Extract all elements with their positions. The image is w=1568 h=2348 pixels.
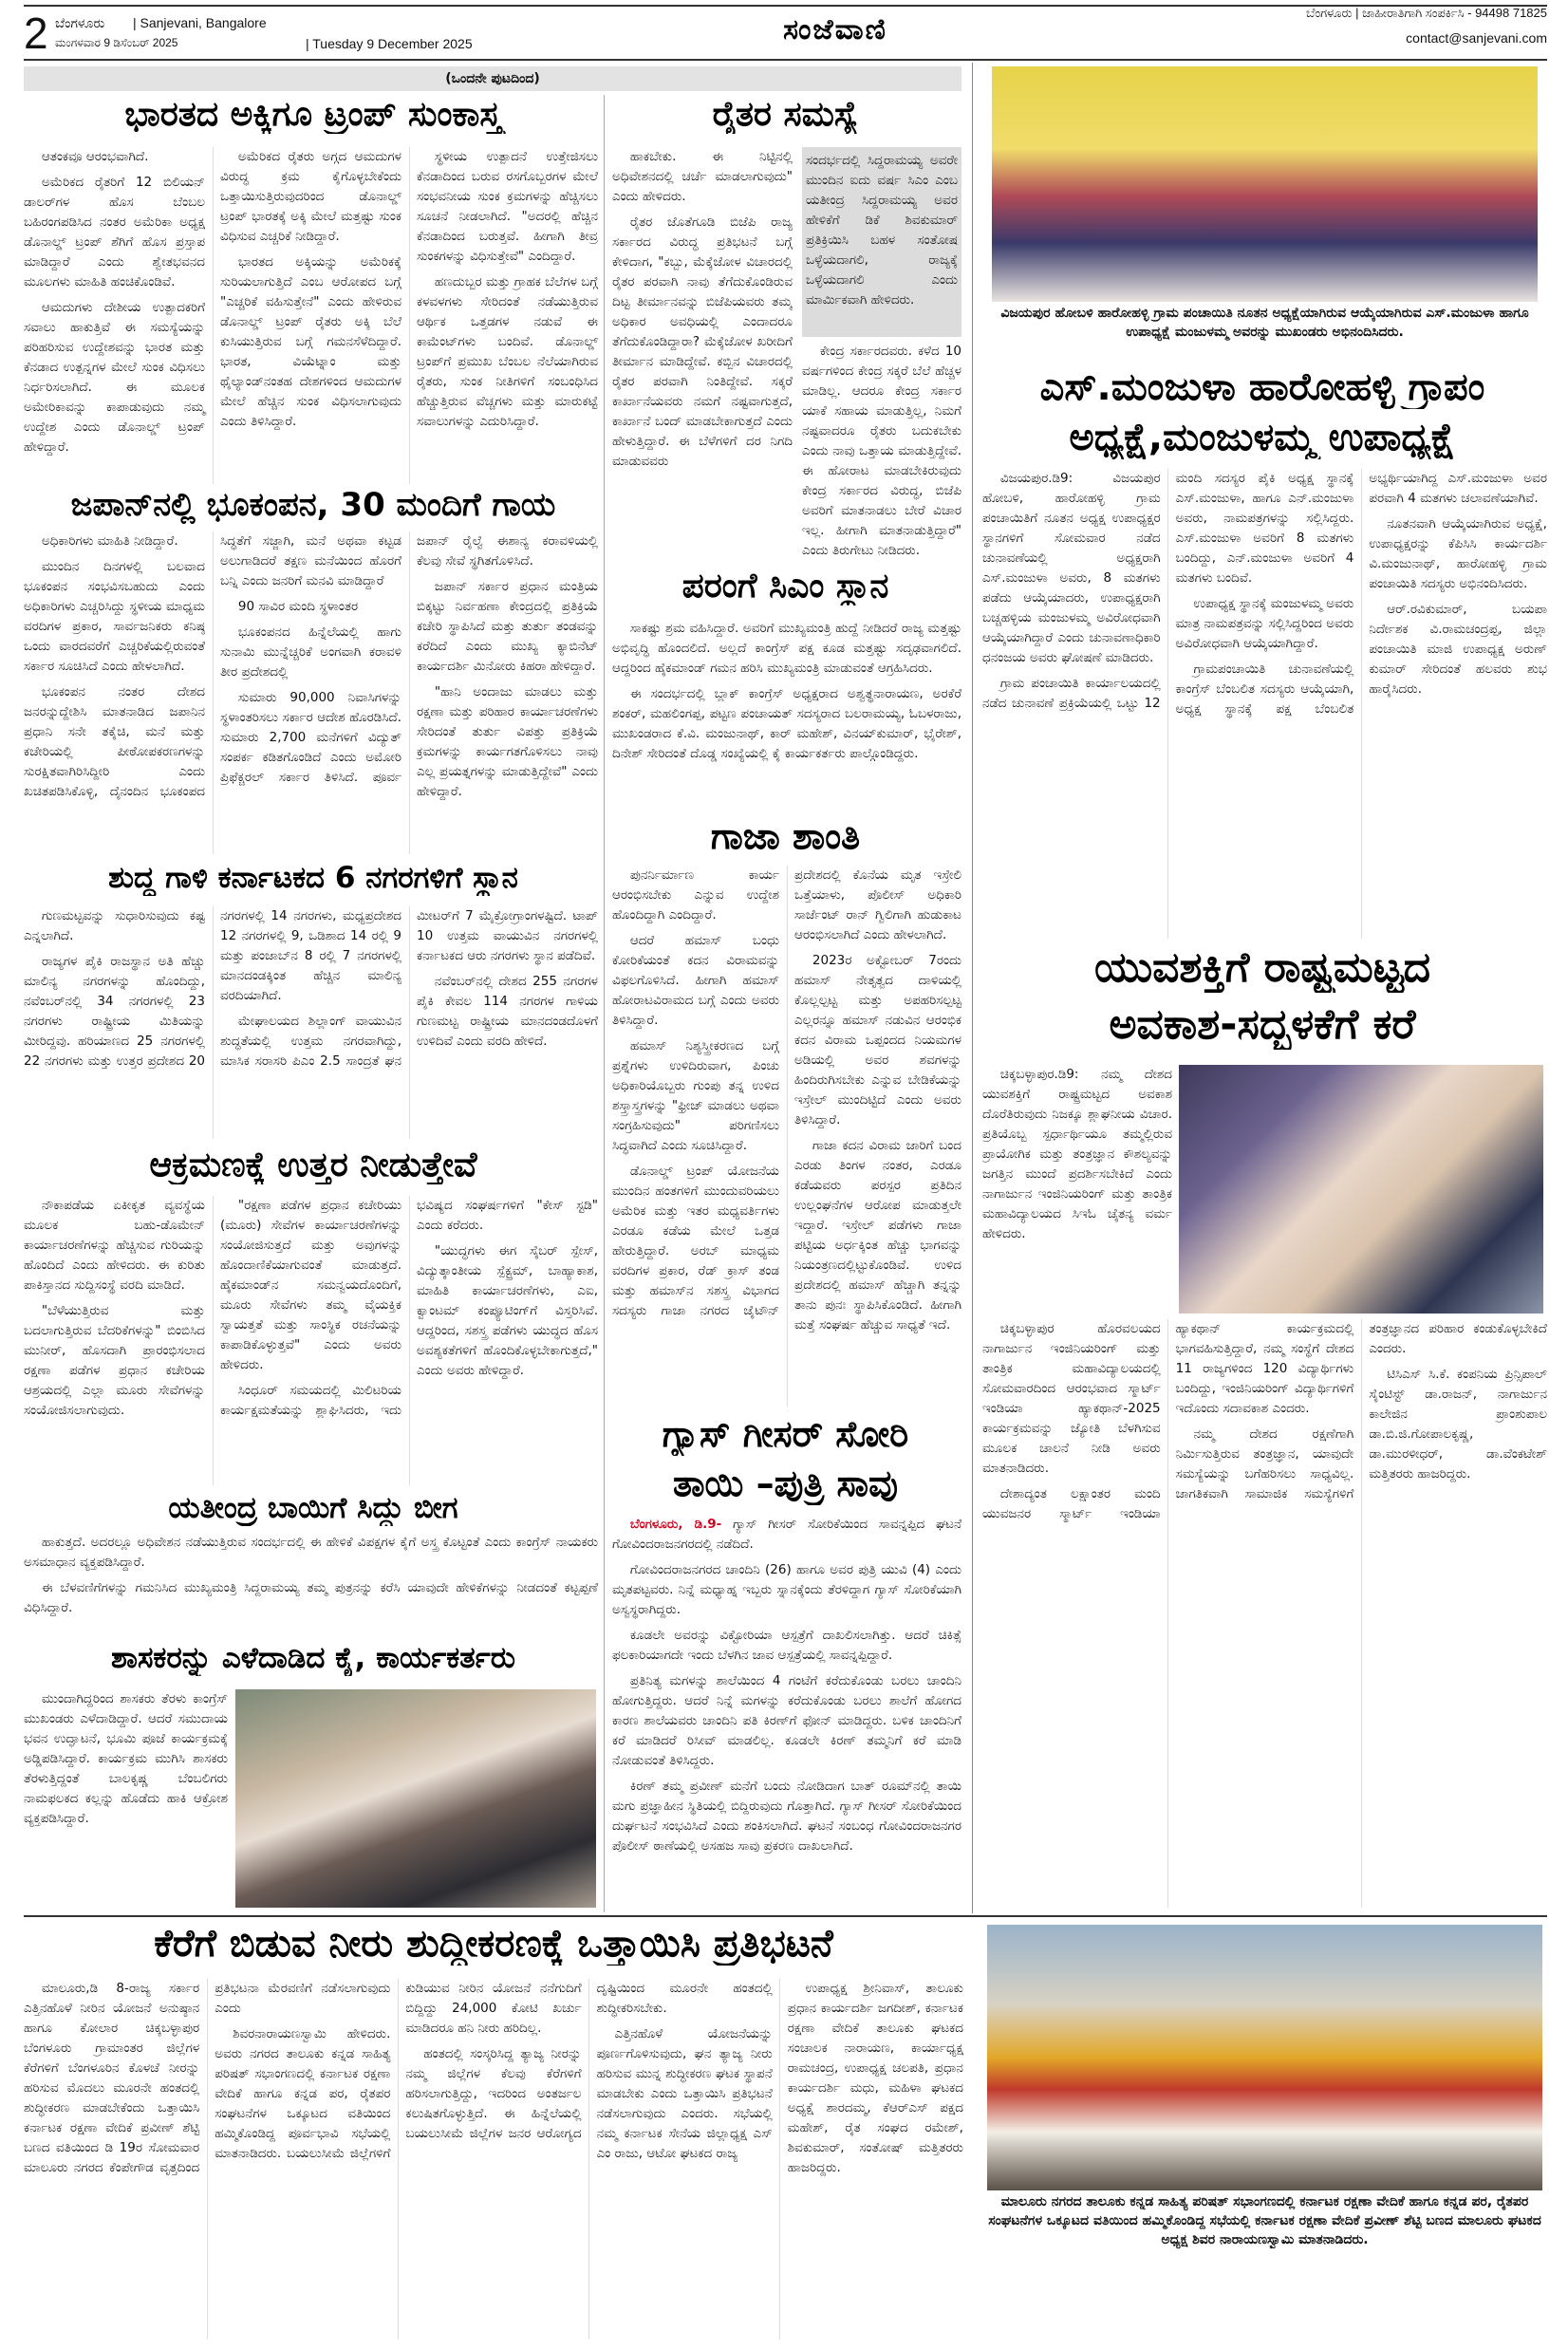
article-farmers-continued <box>802 342 961 560</box>
paragraph: ಕೂಡಲೇ ಅವರನ್ನು ವಿಕ್ಟೋರಿಯಾ ಆಸ್ಪತ್ರೆಗೆ ದಾಖಲಿಸಲಾಗಿತ್ತು. ಆದರೆ ಚಿಕಿತ್ಸೆ ಫಲಕಾರಿಯಾಗದೇ ಇಂದು ಬೆಳಗಿನ ಜಾವ ಆಸ್ಪತ್ರೆಯಲ್ಲಿ ಸಾವನ್ನಪ್ಪಿದ್ದಾರೆ. <box>612 1628 961 1663</box>
paragraph: ಚಿಕ್ಕಬಳ್ಳಾಪುರ ಹೊರವಲಯದ ನಾಗಾರ್ಜುನ ಇಂಜಿನಿಯರಿಂಗ್ ಮತ್ತು ತಾಂತ್ರಿಕ ಮಹಾವಿದ್ಯಾಲಯದಲ್ಲಿ ಸೋಮವಾರದಿಂದ ಆರಂಭವಾದ ಸ್ಮಾರ್ಟ್ ಇಂಡಿಯಾ ಹ್ಯಾಕಥಾನ್-2025 ಕಾರ್ಯಕ್ರಮವನ್ನು ಜ್ಯೋತಿ ಬೆಳಗಿಸುವ ಮೂಲಕ ಚಾಲನೆ ನೀಡಿ ಅವರು ಮಾತನಾಡಿದರು. <box>982 1321 1161 1476</box>
paragraph: ಪ್ರತಿನಿತ್ಯ ಮಗಳನ್ನು ಶಾಲೆಯಿಂದ 4 ಗಂಟೆಗೆ ಕರೆದುಕೊಂಡು ಬರಲು ಚಾಂದಿನಿ ಹೋಗುತ್ತಿದ್ದರು. ಆದರೆ ನಿನ್ನೆ ಮಗಳನ್ನು ಕರೆದುಕೊಂಡು ಬರಲು ಶಾಲೆಗೆ ಹೋಗದ ಕಾರಣ ಶಾಲೆಯವರು ಚಾಂದಿನಿ ಪತಿ ಕಿರಣ್‌ಗೆ ಫೋನ್ ಮಾಡಿದ್ದರು. ಬಳಿಕ ಚಾಂದಿನಿಗೆ ಕರೆ ಮಾಡಿದರೆ ರಿಸೀವ್ ಮಾಡಲಿಲ್ಲ. ಕೂಡಲೇ ಕಿರಣ್ ತಮ್ಮನಿಗೆ ಕರೆ ಮಾಡಿ ನೋಡುವಂತೆ ತಿಳಿಸಿದ್ದರು. <box>612 1673 961 1768</box>
paragraph: ಆದರೆ ಹಮಾಸ್ ಬಂಧು ಕೋರಿಕೆಯಂತೆ ಕದನ ವಿರಾಮವನ್ನು ವಿಫಲಗೊಳಿಸಿದೆ. ಹೀಗಾಗಿ ಹಮಾಸ್ ಹೋರಾಟವಿರಾಮದ ಬಗ್ಗೆ ಎಂದು ಅವರು ತಿಳಿಸಿದ್ದಾರೆ. <box>612 933 779 1028</box>
logo-text: ಸಂಜೆವಾಣಿ <box>783 13 887 47</box>
headline-gas-geyser-2: ತಾಯಿ –ಪುತ್ರಿ ಸಾವು <box>672 1463 899 1504</box>
headline-rice-tariff: ಭಾರತದ ಅಕ್ಕಿಗೂ ಟ್ರಂಪ್ ಸುಂಕಾಸ್ತ್ರ <box>124 95 502 134</box>
paragraph: "ಹಾನಿ ಅಂದಾಜು ಮಾಡಲು ಮತ್ತು ರಕ್ಷಣಾ ಮತ್ತು ಪರಿಹಾರ ಕಾರ್ಯಾಚರಣೆಗಳು ಸೇರಿದಂತೆ ತುರ್ತು ವಿಪತ್ತು ಪ್ರತಿಕ್ರಿಯೆ ಕ್ರಮಗಳನ್ನು ಕಾರ್ಯಗತಗೊಳಿಸಲು ನಾವು ಎಲ್ಲ ಪ್ರಯತ್ನಗಳನ್ನು ಮಾಡುತ್ತಿದ್ದೇವೆ" ಎಂದು ಹೇಳಿದ್ದಾರೆ. <box>417 684 598 799</box>
article-gaza <box>612 866 961 1407</box>
caption-lake-meeting: ಮಾಲೂರು ನಗರದ ತಾಲೂಕು ಕನ್ನಡ ಸಾಹಿತ್ಯ ಪರಿಷತ್ ಸಭಾಂಗಣದಲ್ಲಿ ಕರ್ನಾಟಕ ರಕ್ಷಣಾ ವೇದಿಕೆ ಹಾಗೂ ಕನ್ನಡ ಪರ, ರೈತಪರ ಸಂಘಟನೆಗಳ ಒಕ್ಕೂಟದ ವತಿಯಿಂದ ಹಮ್ಮಿಕೊಂಡಿದ್ದ ಸಭೆಯಲ್ಲಿ ಕರ್ನಾಟಕ ರಕ್ಷಣಾ ವೇದಿಕೆ ಪ್ರವೀಣ್ ಶೆಟ್ಟಿ ಬಣದ ಮಾಲೂರು ಘಟಕದ ಅಧ್ಯಕ್ಷ ಶಿವರ ನಾರಾಯಣಸ್ವಾಮಿ ಮಾತನಾಡಿದರು. <box>988 2194 1541 2247</box>
column-divider <box>972 63 973 1913</box>
paragraph: ಭೂಕಂಪನದ ಹಿನ್ನೆಲೆಯಲ್ಲಿ ಹಾಗು ಸುನಾಮಿ ಮುನ್ನೆಚ್ಚರಿಕೆ ಅಂಗವಾಗಿ ಕರಾವಳಿ ತೀರ ಪ್ರದೇಶದಲ್ಲಿ <box>220 624 401 680</box>
paragraph: ಆಮದುಗಳು ದೇಶೀಯ ಉತ್ಪಾದಕರಿಗೆ ಸವಾಲು ಹಾಕುತ್ತಿವೆ ಈ ಸಮಸ್ಯೆಯನ್ನು ಪರಿಹರಿಸುವ ಉದ್ದೇಶವನ್ನು ಭಾರತ ಮತ್ತು ಕೆನಡಾದ ಉತ್ಪನ್ನಗಳ ಮೇಲೆ ಸುಂಕ ವಿಧಿಸಲು ನಿರ್ಧರಿಸಲಾಗಿದೆ. ಈ ಮೂಲಕ ಅಮೇರಿಕಾವನ್ನು ಕಾಪಾಡುವುದು ನಮ್ಮ ಉದ್ದೇಶ ಎಂದು ಡೊನಾಲ್ಡ್ ಟ್ರಂಪ್ ಹೇಳಿದ್ದಾರೆ. <box>24 300 205 455</box>
paragraph: ಕೇಂದ್ರ ಸರ್ಕಾರದವರು. ಕಳೆದ 10 ವರ್ಷಗಳಿಂದ ಕೇಂದ್ರ ಸಕ್ಕರೆ ಬೆಲೆ ಹೆಚ್ಚಳ ಮಾಡಿಲ್ಲ. ಆದರೂ ಕೇಂದ್ರ ಸರ್ಕಾರ ಯಾಕೆ ಸಹಾಯ ಮಾಡುತ್ತಿಲ್ಲ, ನಿಮಗೆ ನಷ್ಟವಾದರೂ ರೈತರು ಬದುಕಬೇಕು ಎಂದು ನಾವು ಒತ್ತಾಯ ಮಾಡುತ್ತಿದ್ದೇವೆ. ಈ ಹೋರಾಟ ಮಾಡಬೇಕಿರುವುದು ಕೇಂದ್ರ ಸರ್ಕಾರದ ವಿರುದ್ಧ, ಬಿಜೆಪಿ ಅವರಿಗೆ ಮಾತನಾಡಲು ಬೇರೆ ವಿಚಾರ ಇಲ್ಲ. ಹೀಗಾಗಿ ಮಾತನಾಡುತ್ತಿದ್ದಾರೆ" ಎಂದು ತಿರುಗೇಟು ನೀಡಿದರು. <box>802 344 961 558</box>
masthead-city: ಬೆಂಗಳೂರು <box>55 15 105 30</box>
photo-mla-crowd <box>235 1689 596 1908</box>
photo-hackathon-inauguration <box>1179 1065 1543 1314</box>
paragraph: ಅಧಿಕಾರಿಗಳು ಮಾಹಿತಿ ನೀಡಿದ್ದಾರೆ. <box>41 533 178 549</box>
paragraph: ಉಪಾಧ್ಯಕ್ಷ ಸ್ಥಾನಕ್ಕೆ ಮಂಜುಳಮ್ಮ ಅವರು ಮಾತ್ರ ನಾಮಪತ್ರವನ್ನು ಸಲ್ಲಿಸಿದ್ದರಿಂದ ಅವರು ಅವಿರೋಧವಾಗಿ ಆಯ್ಕೆಯಾಗಿದ್ದಾರೆ. <box>1175 596 1354 651</box>
column-divider <box>604 95 605 1912</box>
paragraph: ನೂತನವಾಗಿ ಆಯ್ಕೆಯಾಗಿರುವ ಅಧ್ಯಕ್ಷೆ, ಉಪಾಧ್ಯಕ್ಷರನ್ನು ಕೆಪಿಸಿಸಿ ಕಾರ್ಯದರ್ಶಿ ವಿ.ಮಂಜುನಾಥ್, ಹಾರೋಹಳ್ಳಿ ಗ್ರಾಮ ಪಂಚಾಯಿತಿ ಸದಸ್ಯರು ಅಭಿನಂದಿಸಿದರು. <box>1369 516 1547 591</box>
masthead-rule <box>24 59 1547 61</box>
paragraph: ಮಾಲೂರು,ಡಿ 8-ರಾಜ್ಯ ಸರ್ಕಾರ ಎತ್ತಿನಹೊಳೆ ನೀರಿನ ಯೋಜನೆ ಅನುಷ್ಠಾನ ಹಾಗೂ ಕೋಲಾರ ಚಿಕ್ಕಬಳ್ಳಾಪುರ ಬೆಂಗಳೂರು ಗ್ರಾಮಾಂತರ ಜಿಲ್ಲೆಗಳ ಕೆರೆಗಳಿಗೆ ಬೆಂಗಳೂರಿನ ಕೊಳಚೆ ನೀರನ್ನು ಹರಿಸುವ ಮೊದಲು ಮೂರನೇ ಹಂತದಲ್ಲಿ ಶುದ್ಧೀಕರಣ ಮಾಡಬೇಕೆಂದು ಒತ್ತಾಯಿಸಿ ಕರ್ನಾಟಕ ರಕ್ಷಣಾ ವೇದಿಕೆ ಪ್ರವೀಣ್ ಶೆಟ್ಟಿ ಬಣದ ವತಿಯಿಂದ ಡಿ 19ರ ಸೋಮವಾರ ಮಾಲೂರು ನಗರದ ಕೆಂಪೇಗೌಡ ವೃತ್ತದಿಂದ ಪ್ರತಿಭಟನಾ ಮೆರವಣಿಗೆ ನಡೆಸಲಾಗುವುದು ಎಂದು <box>24 1981 391 2175</box>
article-mla-pulled <box>24 1689 228 1908</box>
paragraph: ರಾಜ್ಯಗಳ ಪೈಕಿ ರಾಜಸ್ಥಾನ ಅತಿ ಹೆಚ್ಚು ಮಾಲಿನ್ಯ ನಗರಗಳನ್ನು ಹೊಂದಿದ್ದು, ನವೆಂಬರ್‌ನಲ್ಲಿ 34 ನಗರಗಳಲ್ಲಿ 23 ನಗರಗಳು ರಾಷ್ಟ್ರೀಯ ಮಿತಿಯನ್ನು ಮೀರಿದ್ದವು. ಹರಿಯಾಣದ 25 ನಗರಗಳಲ್ಲಿ 22 ನಗರಗಳು ಮತ್ತು ಉತ್ತರ ಪ್ರದೇಶದ 20 ನಗರಗಳಲ್ಲಿ 14 ನಗರಗಳು, ಮಧ್ಯಪ್ರದೇಶದ 12 ನಗರಗಳಲ್ಲಿ 9, ಒಡಿಶಾದ 14 ರಲ್ಲಿ 9 ಮತ್ತು ಪಂಜಾಬ್‌ನ 8 ರಲ್ಲಿ 7 ನಗರಗಳಲ್ಲಿ ಮಾನದಂಡಕ್ಕಿಂತ ಹೆಚ್ಚಿನ ಮಾಲಿನ್ಯ ವರದಿಯಾಗಿದೆ. <box>24 908 401 1069</box>
paragraph: 90 ಸಾವಿರ ಮಂದಿ ಸ್ಥಳಾಂತರ <box>237 599 359 614</box>
paragraph: ಡೊನಾಲ್ಡ್ ಟ್ರಂಪ್ ಯೋಜನೆಯ ಮುಂದಿನ ಹಂತಗಳಿಗೆ ಮುಂದುವರಿಯಲು ಅಮೆರಿಕ ಮತ್ತು ಇತರ ಮಧ್ಯವರ್ತಿಗಳು ಎರಡೂ ಕಡೆಯ ಮೇಲೆ ಒತ್ತಡ ಹೇರುತ್ತಿದ್ದಾರೆ. ಅರಬ್ ಮಾಧ್ಯಮ ವರದಿಗಳ ಪ್ರಕಾರ, ರೆಡ್ ಕ್ರಾಸ್ ತಂಡ ಮತ್ತು ಹಮಾಸ್‌ನ ಸಶಸ್ತ್ರ ವಿಭಾಗದ ಸದಸ್ಯರು ಗಾಜಾ ನಗರದ ಜೈಟೌನ್ ಪ್ರದೇಶದಲ್ಲಿ ಕೊನೆಯ ಮೃತ ಇಸ್ರೇಲಿ ಒತ್ತೆಯಾಳು, ಪೊಲೀಸ್ ಅಧಿಕಾರಿ ಸಾರ್ಜೆಂಟ್ ರಾನ್ ಗ್ವಿಲಿಗಾಗಿ ಹುಡುಕಾಟ ಆರಂಭಿಸಲಾಗಿದೆ ಎಂದು ಹೇಳಲಾಗಿದೆ. <box>612 867 961 1318</box>
paragraph: ಸುಮಾರು 90,000 ನಿವಾಸಿಗಳನ್ನು ಸ್ಥಳಾಂತರಿಸಲು ಸರ್ಕಾರ ಆದೇಶ ಹೊರಡಿಸಿದೆ. ಸುಮಾರು 2,700 ಮನೆಗಳಿಗೆ ವಿದ್ಯುತ್ ಸಂಪರ್ಕ ಕಡಿತಗೊಂಡಿದೆ ಎಂದು ಅಮೋರಿ ಪ್ರಿಫೆಕ್ಚರಲ್ ಸರ್ಕಾರ ತಿಳಿಸಿದೆ. ಪೂರ್ವ ಜಪಾನ್ ರೈಲ್ವೆ ಈಶಾನ್ಯ ಕರಾವಳಿಯಲ್ಲಿ ಕೆಲವು ಸೇವೆ ಸ್ಥಗಿತಗೊಳಿಸಿದೆ. <box>220 533 598 785</box>
paragraph: ಗ್ರಾಮ ಪಂಚಾಯಿತಿ ಕಾರ್ಯಾಲಯದಲ್ಲಿ ನಡೆದ ಚುನಾವಣೆ ಪ್ರಕ್ರಿಯೆಯಲ್ಲಿ ಒಟ್ಟು 12 ಮಂದಿ ಸದಸ್ಯರ ಪೈಕಿ ಅಧ್ಯಕ್ಷ ಸ್ಥಾನಕ್ಕೆ ಎಸ್.ಮಂಜುಳಾ, ಹಾಗೂ ಎನ್.ಮಂಜುಳಾ ಅವರು, ನಾಮಪತ್ರಗಳನ್ನು ಸಲ್ಲಿಸಿದ್ದರು. ಎಸ್.ಮಂಜುಳಾ ಅವರಿಗೆ 8 ಮತಗಳು ಬಂದಿದ್ದು, ಎನ್.ಮಂಜುಳಾ ಅವರಿಗೆ 4 ಮತಗಳು ಬಂದಿವೆ. <box>982 471 1354 711</box>
lead: ಗ್ಯಾಸ್ ಗೀಸರ್ ಸೋರಿಕೆಯಿಂದ ಸಾವನ್ನಪ್ಪಿದ ಘಟನೆ ಗೋವಿಂದರಾಜನಗರದಲ್ಲಿ ನಡೆದಿದೆ. <box>612 1517 961 1552</box>
paragraph: ಸ್ಥಳೀಯ ಉತ್ಪಾದನೆ ಉತ್ತೇಜಿಸಲು ಕೆನಡಾದಿಂದ ಬರುವ ರಸಗೊಬ್ಬರಗಳ ಮೇಲೆ ಸಂಭವನೀಯ ಸುಂಕ ಕ್ರಮಗಳನ್ನು ಹೆಚ್ಚಿಸಲು ಸೂಚನೆ ನೀಡಲಾಗಿದೆ. "ಅದರಲ್ಲಿ ಹೆಚ್ಚಿನ ಕೆನಡಾದಿಂದ ಬರುತ್ತವೆ. ಹೀಗಾಗಿ ತೀವ್ರ ಸುಂಕಗಳನ್ನು ವಿಧಿಸುತ್ತೇವೆ" ಎಂದಿದ್ದಾರೆ. <box>417 149 598 264</box>
article-yathindra <box>24 1533 598 1635</box>
paragraph: ಹಣದುಬ್ಬರ ಮತ್ತು ಗ್ರಾಹಕ ಬೆಲೆಗಳ ಬಗ್ಗೆ ಕಳವಳಗಳು ಸೇರಿದಂತೆ ನಡೆಯುತ್ತಿರುವ ಆರ್ಥಿಕ ಒತ್ತಡಗಳ ನಡುವೆ ಈ ಕಾಮೆಂಟ್‌ಗಳು ಬಂದಿವೆ. ಡೊನಾಲ್ಡ್ ಟ್ರಂಪ್‌ಗೆ ಪ್ರಮುಖ ಬೆಂಬಲ ನೆಲೆಯಾಗಿರುವ ರೈತರು, ಸುಂಕ ನೀತಿಗಳಿಗೆ ಸಂಬಂಧಿಸಿದ ಹೆಚ್ಚುತ್ತಿರುವ ವೆಚ್ಚಗಳು ಮತ್ತು ಮಾರುಕಟ್ಟೆ ಸವಾಲುಗಳನ್ನು ಎದುರಿಸಿದ್ದಾರೆ. <box>417 274 598 429</box>
article-youth-lead <box>982 1065 1172 1314</box>
headline-manjula-1: ಎಸ್.ಮಂಜುಳಾ ಹಾರೋಹಳ್ಳಿ ಗ್ರಾಪಂ <box>1039 365 1485 409</box>
headline-yathindra: ಯತೀಂದ್ರ ಬಾಯಿಗೆ ಸಿದ್ದು ಬೀಗ <box>168 1492 458 1525</box>
headline-youth-1: ಯುವಶಕ್ತಿಗೆ ರಾಷ್ಟ್ರಮಟ್ಟದ <box>1093 944 1431 992</box>
paragraph: ಟಿಸಿಎಸ್ ಸಿ.ಕೆ. ಕಂಪನಿಯ ಪ್ರಿನ್ಸಿಪಾಲ್ ಸೈಂಟಿಸ್ಟ್ ಡಾ.ರಾಜನ್, ನಾಗಾರ್ಜುನ ಕಾಲೇಜಿನ ಪ್ರಾಂಶುಪಾಲ ಡಾ.ಬಿ.ಜಿ.ಗೋಪಾಲಕೃಷ್ಣ, ಡಾ.ಮುರಳೀಧರ್, ಡಾ.ವೆಂಕಟೇಶ್ ಮತ್ತಿತರರು ಹಾಜರಿದ್ದರು. <box>1369 1367 1547 1481</box>
article-lake-water <box>24 1979 963 2339</box>
masthead-date-kn: ಮಂಗಳವಾರ 9 ಡಿಸೆಂಬರ್ 2025 <box>55 36 178 49</box>
paragraph: ಮುಂದಾಗಿದ್ದರಿಂದ ಶಾಸಕರು ತೆರಳು ಕಾಂಗ್ರೆಸ್ ಮುಖಂಡರು ಎಳೆದಾಡಿದ್ದಾರೆ. ಆದರೆ ಸಮುದಾಯ ಭವನ ಉದ್ಘಾಟನೆ, ಭೂಮಿ ಪೂಜೆ ಕಾರ್ಯಕ್ರಮಕ್ಕೆ ಅಡ್ಡಿಪಡಿಸಿದ್ದಾರೆ. ಕಾರ್ಯಕ್ರಮ ಮುಗಿಸಿ ಶಾಸಕರು ತೆರಳುತ್ತಿದ್ದಂತೆ ಬಾಲಕೃಷ್ಣ ಬೆಂಬಲಿಗರು ನಾಮಫಲಕದ ಕಲ್ಲನ್ನು ಹೊಡೆದು ಹಾಕಿ ಆಕ್ರೋಶ ವ್ಯಕ್ತಪಡಿಸಿದ್ದಾರೆ. <box>24 1691 228 1826</box>
section-rule <box>24 1915 1547 1917</box>
paragraph: ಈ ಸಂದರ್ಭದಲ್ಲಿ ಬ್ಲಾಕ್ ಕಾಂಗ್ರೆಸ್ ಅಧ್ಯಕ್ಷರಾದ ಅಶ್ವತ್ಥನಾರಾಯಣ, ಅರಕೆರೆ ಶಂಕರ್, ಮಹಲಿಂಗಪ್ಪ, ಪಟ್ಟಣ ಪಂಚಾಯತ್ ಸದಸ್ಯರಾದ ಬಲರಾಮಯ್ಯ, ಓಬಳರಾಜು, ಮುಖಂಡರಾದ ಕೆ.ವಿ. ಮಂಜುನಾಥ್, ಕಾರ್ ಮಹೇಶ್, ವಿನಯ್‌ಕುಮಾರ್, ಭೈರೇಶ್, ದಿನೇಶ್ ಸೇರಿದಂತೆ ದೊಡ್ಡ ಸಂಖ್ಯೆಯಲ್ಲಿ ಕೈ ಕಾರ್ಯಕರ್ತರು ಪಾಲ್ಗೊಂಡಿದ್ದರು. <box>612 686 961 761</box>
paragraph: ಅಮೆರಿಕದ ರೈತರು ಅಗ್ಗದ ಆಮದುಗಳ ವಿರುದ್ಧ ಕ್ರಮ ಕೈಗೊಳ್ಳಬೇಕೆಂದು ಒತ್ತಾಯಿಸುತ್ತಿರುವುದರಿಂದ ಡೊನಾಲ್ಡ್ ಟ್ರಂಪ್ ಭಾರತಕ್ಕೆ ಅಕ್ಕಿ ಮೇಲೆ ಮತ್ತಷ್ಟು ಸುಂಕ ವಿಧಿಸುವ ಎಚ್ಚರಿಕೆ ನೀಡಿದ್ದಾರೆ. <box>220 149 401 244</box>
paragraph: ಜಪಾನ್ ಸರ್ಕಾರ ಪ್ರಧಾನ ಮಂತ್ರಿಯ ಬಿಕ್ಕಟ್ಟು ನಿರ್ವಹಣಾ ಕೇಂದ್ರದಲ್ಲಿ ಪ್ರತಿಕ್ರಿಯೆ ಕಚೇರಿ ಸ್ಥಾಪಿಸಿದೆ ಮತ್ತು ತುರ್ತು ತಂಡವನ್ನು ಕರೆದಿದೆ ಎಂದು ಮುಖ್ಯ ಕ್ಯಾಬಿನೆಟ್ ಕಾರ್ಯದರ್ಶಿ ಮಿನೋರು ಕಿಹರಾ ಹೇಳಿದ್ದಾರೆ. <box>417 579 598 674</box>
paragraph: ಈ ಬೆಳವಣಿಗೆಗಳನ್ನು ಗಮನಿಸಿದ ಮುಖ್ಯಮಂತ್ರಿ ಸಿದ್ದರಾಮಯ್ಯ ತಮ್ಮ ಪುತ್ರನನ್ನು ಕರೆಸಿ ಯಾವುದೇ ಹೇಳಿಕೆಗಳನ್ನು ನೀಡದಂತೆ ಕಟ್ಟಪ್ಪಣೆ ವಿಧಿಸಿದ್ದಾರೆ. <box>24 1580 598 1615</box>
article-gas-geyser <box>612 1515 961 1904</box>
paragraph: ಹಮಾಸ್ ನಿಶ್ಯಸ್ತ್ರೀಕರಣದ ಬಗ್ಗೆ ಪ್ರಶ್ನೆಗಳು ಉಳಿದಿರುವಾಗ, ಪಿಂಚು ಅಧಿಕಾರಿಯೊಬ್ಬರು ಗುಂಪು ತನ್ನ ಉಳಿದ ಶಸ್ತ್ರಾಸ್ತ್ರಗಳನ್ನು "ಫ್ರೀಜ್ ಮಾಡಲು ಅಥವಾ ಸಂಗ್ರಹಿಸುವುದು" ಪರಿಗಣಿಸಲು ಸಿದ್ಧವಾಗಿದೆ ಎಂದು ಸೂಚಿಸಿದ್ದಾರೆ. <box>612 1038 779 1153</box>
paragraph: ಆತಂಕವೂ ಆರಂಭವಾಗಿದೆ. <box>41 149 149 164</box>
headline-attack-reply: ಆಕ್ರಮಣಕ್ಕೆ ಉತ್ತರ ನೀಡುತ್ತೇವೆ <box>149 1146 477 1184</box>
paragraph: "ಬೆಳೆಯುತ್ತಿರುವ ಮತ್ತು ಬದಲಾಗುತ್ತಿರುವ ಬೆದರಿಕೆಗಳನ್ನು" ಬಿಂಬಿಸಿದ ಮುನೀರ್, ಹೊಸದಾಗಿ ಪ್ರಾರಂಭಿಸಲಾದ ರಕ್ಷಣಾ ಪಡೆಗಳ ಪ್ರಧಾನ ಕಚೇರಿಯ ಆಶ್ರಯದಲ್ಲಿ ಎಲ್ಲಾ ಮೂರು ಸೇವೆಗಳನ್ನು ಸಂಯೋಜಿಸಲಾಗುವುದು. <box>24 1303 205 1418</box>
masthead-edition: | Sanjevani, Bangalore <box>133 15 267 30</box>
article-attack-reply <box>24 1196 598 1485</box>
paragraph: ರೈತರ ಜೊತೆಗೂಡಿ ಬಿಜೆಪಿ ರಾಜ್ಯ ಸರ್ಕಾರದ ವಿರುದ್ಧ ಪ್ರತಿಭಟನೆ ಬಗ್ಗೆ ಕೇಳಿದಾಗ, "ಕಬ್ಬು, ಮೆಕ್ಕೆಜೋಳ ವಿಚಾರದಲ್ಲಿ ರೈತರ ಪರವಾಗಿ ನಾವು ತೆಗೆದುಕೊಂಡಿರುವ ದಿಟ್ಟ ತೀರ್ಮಾನವನ್ನು ಬಿಜೆಪಿಯವರು ತಮ್ಮ ಅಧಿಕಾರ ಅವಧಿಯಲ್ಲಿ ಎಂದಾದರೂ ತೆಗೆದುಕೊಂಡಿದ್ದಾರಾ? ಮೆಕ್ಕೆಜೋಳ ಖರೀದಿಗೆ ತೀರ್ಮಾನ ಮಾಡಿದ್ದೇವೆ. ಕಬ್ಬಿನ ವಿಚಾರದಲ್ಲಿ ರೈತರ ಪರವಾಗಿ ನಿಂತಿದ್ದೇವೆ. ಸಕ್ಕರೆ ಕಾರ್ಖಾನೆಯವರು ನಮಗೆ ನಷ್ಟವಾಗುತ್ತದೆ, ಕಾರ್ಖಾನೆ ಬಂದ್ ಮಾಡಬೇಕಾಗುತ್ತದೆ ಎಂದು ಹೇಳುತ್ತಿದ್ದಾರೆ. ಈ ಬೆಳೆಗಳಿಗೆ ದರ ನಿಗದಿ ಮಾಡುವವರು <box>612 214 793 469</box>
paragraph: ನವೆಂಬರ್‌ನಲ್ಲಿ ದೇಶದ 255 ನಗರಗಳ ಪೈಕಿ ಕೇವಲ 114 ನಗರಗಳ ಗಾಳಿಯ ಗುಣಮಟ್ಟ ರಾಷ್ಟ್ರೀಯ ಮಾನದಂಡದೊಳಗೆ ಉಳಿದಿವೆ ಎಂದು ವರದಿ ಹೇಳಿದೆ. <box>417 974 598 1049</box>
paragraph: 2023ರ ಅಕ್ಟೋಬರ್ 7ರಂದು ಹಮಾಸ್ ನೇತೃತ್ವದ ದಾಳಿಯಲ್ಲಿ ಕೊಲ್ಲಲ್ಪಟ್ಟ ಮತ್ತು ಅಪಹರಿಸಲ್ಪಟ್ಟ ಎಲ್ಲರನ್ನೂ ಹಮಾಸ್ ನಡುವಿನ ಆರಂಭಿಕ ಕದನ ವಿರಾಮ ಒಪ್ಪಂದದ ನಿಯಮಗಳ ಅಡಿಯಲ್ಲಿ ಅವರ ಶವಗಳನ್ನು ಹಿಂದಿರುಗಿಸಬೇಕು ಎನ್ನುವ ಬೇಡಿಕೆಯನ್ನು ಇಸ್ರೇಲ್ ಮುಂದಿಟ್ಟಿದೆ ಎಂದು ಅವರು ತಿಳಿಸಿದ್ದಾರೆ. <box>794 953 961 1127</box>
headline-gas-geyser-1: ಗ್ಯಾಸ್ ಗೀಸರ್ ಸೋರಿ <box>662 1414 909 1455</box>
article-manjula <box>982 469 1547 939</box>
headline-farmers: ರೈತರ ಸಮಸ್ಯೆ <box>712 95 859 134</box>
paragraph: ಗುಣಮಟ್ಟವನ್ನು ಸುಧಾರಿಸುವುದು ಕಷ್ಟ ಎನ್ನಲಾಗಿದೆ. <box>24 908 205 943</box>
paragraph: ಗ್ರಾಮಪಂಚಾಯಿತಿ ಚುನಾವಣೆಯಲ್ಲಿ ಕಾಂಗ್ರೆಸ್ ಬೆಂಬಲಿತ ಸದಸ್ಯರು ಆಯ್ಕೆಯಾಗಿ, ಅಧ್ಯಕ್ಷ ಸ್ಥಾನಕ್ಕೆ ಪಕ್ಷ ಬೆಂಬಲಿತ ಅಭ್ಯರ್ಥಿಯಾಗಿದ್ದ ಎಸ್.ಮಂಜುಳಾ ಅವರ ಪರವಾಗಿ 4 ಮತಗಳು ಚಲಾವಣೆಯಾಗಿವೆ. <box>1175 471 1547 717</box>
masthead-date-en: | Tuesday 9 December 2025 <box>306 36 473 51</box>
article-youth <box>982 1319 1547 1908</box>
headline-mla-pulled: ಶಾಸಕರನ್ನು ಎಳೆದಾಡಿದ ಕೈ, ಕಾರ್ಯಕರ್ತರು <box>111 1642 515 1675</box>
headline-japan-quake: ಜಪಾನ್‌ನಲ್ಲಿ ಭೂಕಂಪನ, 30 ಮಂದಿಗೆ ಗಾಯ <box>70 487 556 524</box>
continued-banner: (ಒಂದನೇ ಪುಟದಿಂದ) <box>24 66 961 91</box>
paragraph: ಗಾಜಾ ಕದನ ವಿರಾಮ ಜಾರಿಗೆ ಬಂದ ಎರಡು ತಿಂಗಳ ನಂತರ, ಎರಡೂ ಕಡೆಯವರು ಪರಸ್ಪರ ಪ್ರತಿದಿನ ಉಲ್ಲಂಘನೆಗಳ ಆರೋಪ ಮಾಡುತ್ತಲೇ ಇದ್ದಾರೆ. ಇಸ್ರೇಲ್ ಪಡೆಗಳು ಗಾಜಾ ಪಟ್ಟಿಯ ಅರ್ಧಕ್ಕಿಂತ ಹೆಚ್ಚು ಭಾಗವನ್ನು ನಿಯಂತ್ರಣದಲ್ಲಿಟ್ಟುಕೊಂಡಿವೆ. ಉಳಿದ ಪ್ರದೇಶದಲ್ಲಿ ಹಮಾಸ್ ಹೆಚ್ಚಾಗಿ ತನ್ನನ್ನು ತಾನು ಪುನಃ ಸ್ಥಾಪಿಸಿಕೊಂಡಿದೆ. ಹೀಗಾಗಿ ಮತ್ತೆ ಸಂಘರ್ಷ ಹೆಚ್ಚುವ ಸಾಧ್ಯತೆ ಇದೆ. <box>794 1138 961 1332</box>
paragraph: ಎತ್ತಿನಹೊಳೆ ಯೋಜನೆಯನ್ನು ಪೂರ್ಣಗೊಳಿಸುವುದು, ಘನ ತ್ಯಾಜ್ಯ ನೀರು ಹರಿಸುವ ಮುನ್ನ ಶುದ್ಧೀಕರಣ ಘಟಕ ಸ್ಥಾಪನೆ ಮಾಡಬೇಕು ಎಂದು ಒತ್ತಾಯಿಸಿ ಪ್ರತಿಭಟನೆ ನಡೆಸಲಾಗುವುದು ಎಂದರು. ಸಭೆಯಲ್ಲಿ ನಮ್ಮ ಕರ್ನಾಟಕ ಸೇನೆಯ ಜಿಲ್ಲಾಧ್ಯಕ್ಷ ಎಸ್ ಎಂ ರಾಜು, ಆಟೋ ಘಟಕದ ರಾಜ್ಯ <box>596 2026 773 2161</box>
paragraph: "ಯುದ್ಧಗಳು ಈಗ ಸೈಬರ್ ಸ್ಪೇಸ್, ವಿದ್ಯುತ್ಕಾಂತೀಯ ಸ್ಪೆಕ್ಟ್ರಮ್, ಬಾಹ್ಯಾಕಾಶ, ಮಾಹಿತಿ ಕಾರ್ಯಾಚರಣೆಗಳು, ಎಐ, ಕ್ವಾಂಟಮ್ ಕಂಪ್ಯೂಟಿಂಗ್‌ಗೆ ವಿಸ್ತರಿಸಿವೆ. ಆದ್ದರಿಂದ, ಸಶಸ್ತ್ರ ಪಡೆಗಳು ಯುದ್ಧದ ಹೊಸ ಅವಶ್ಯಕತೆಗಳಿಗೆ ಹೊಂದಿಕೊಳ್ಳಬೇಕಾಗುತ್ತದೆ," ಎಂದು ಅವರು ಹೇಳಿದ್ದಾರೆ. <box>417 1243 598 1378</box>
paragraph: ಪುನರ್ನಿರ್ಮಾಣ ಕಾರ್ಯ ಆರಂಭಿಸಬೇಕು ಎನ್ನುವ ಉದ್ದೇಶ ಹೊಂದಿದ್ದಾಗಿ ಎಂದಿದ್ದಾರೆ. <box>612 867 779 922</box>
article-parange <box>612 619 961 813</box>
headline-lake-water: ಕೆರೆಗೆ ಬಿಡುವ ನೀರು ಶುದ್ಧೀಕರಣಕ್ಕೆ ಒತ್ತಾಯಿಸಿ ಪ್ರತಿಭಟನೆ <box>154 1922 833 1966</box>
paragraph: ಹಂತದಲ್ಲಿ ಸಂಸ್ಕರಿಸಿದ್ದ ತ್ಯಾಜ್ಯ ನೀರನ್ನು ನಮ್ಮ ಜಿಲ್ಲೆಗಳ ಕೆಲವು ಕೆರೆಗಳಿಗೆ ಹರಿಸಲಾಗುತ್ತಿದ್ದು, ಇದರಿಂದ ಅಂತರ್ಜಲ ಕಲುಷಿತಗೊಳ್ಳುತ್ತಿದೆ. ಈ ಹಿನ್ನೆಲೆಯಲ್ಲಿ ಬಯಲುಸೀಮೆ ಜಿಲ್ಲೆಗಳ ಜನರ ಆರೋಗ್ಯದ ದೃಷ್ಟಿಯಿಂದ ಮೂರನೇ ಹಂತದಲ್ಲಿ ಶುದ್ಧೀಕರಿಸಬೇಕು. <box>405 1981 773 2141</box>
paragraph: ವಿಜಯಪುರ.ಡಿ9: ವಿಜಯಪುರ ಹೋಬಳಿ, ಹಾರೋಹಳ್ಳಿ ಗ್ರಾಮ ಪಂಚಾಯಿತಿಗೆ ನೂತನ ಅಧ್ಯಕ್ಷ ಉಪಾಧ್ಯಕ್ಷರ ಸ್ಥಾನಗಳಿಗೆ ಸೋಮವಾರ ನಡೆದ ಚುನಾವಣೆಯಲ್ಲಿ ಅಧ್ಯಕ್ಷರಾಗಿ ಎಸ್.ಮಂಜುಳಾ ಅವರು, 8 ಮತಗಳು ಪಡೆದು ಆಯ್ಕೆಯಾದರು, ಉಪಾಧ್ಯಕ್ಷರಾಗಿ ಬಚ್ಚಹಳ್ಳಿಯ ಮಂಜುಳಮ್ಮ ಅವಿರೋಧವಾಗಿ ಆಯ್ಕೆಯಾಗಿದ್ದಾರೆ ಎಂದು ಚುನಾವಣಾಧಿಕಾರಿ ಧನಂಜಯ ಅವರು ಘೋಷಣೆ ಮಾಡಿದರು. <box>982 471 1161 665</box>
paragraph: ಸಾಕಷ್ಟು ಶ್ರಮ ವಹಿಸಿದ್ದಾರೆ. ಅವರಿಗೆ ಮುಖ್ಯಮಂತ್ರಿ ಹುದ್ದೆ ನೀಡಿದರೆ ರಾಜ್ಯ ಮತ್ತಷ್ಟು ಅಭಿವೃದ್ಧಿ ಹೊಂದಲಿದೆ. ಅಲ್ಲದೆ ಕಾಂಗ್ರೆಸ್ ಪಕ್ಷ ಕೂಡ ಮತ್ತಷ್ಟು ಸದೃಢವಾಗಲಿದೆ. ಆದ್ದರಿಂದ ಹೈಕಮಾಂಡ್ ಗಮನ ಹರಿಸಿ ಮುಖ್ಯಮಂತ್ರಿ ಮಾಡುವಂತೆ ಆಗ್ರಹಿಸಿದರು. <box>612 621 961 676</box>
paragraph: ಆರ್.ರವಿಕುಮಾರ್, ಬಯಪಾ ನಿರ್ದೇಶಕ ವಿ.ರಾಮಚಂದ್ರಪ್ಪ, ಜಿಲ್ಲಾ ಪಂಚಾಯಿತಿ ಮಾಜಿ ಉಪಾಧ್ಯಕ್ಷ ಅರುಣ್ ಕುಮಾರ್ ಸೇರಿದಂತೆ ಹಲವರು ಶುಭ ಹಾರೈಸಿದರು. <box>1369 602 1547 697</box>
paragraph: ಕಿರಣ್ ತಮ್ಮ ಪ್ರವೀಣ್ ಮನೆಗೆ ಬಂದು ನೋಡಿದಾಗ ಬಾತ್ ರೂಮ್‌ನಲ್ಲಿ ತಾಯಿ ಮಗು ಪ್ರಜ್ಞಾಹೀನ ಸ್ಥಿತಿಯಲ್ಲಿ ಬಿದ್ದಿರುವುದು ಗೊತ್ತಾಗಿದೆ. ಗ್ಯಾಸ್ ಗೀಸರ್ ಸೋರಿಕೆಯಿಂದ ದುರ್ಘಟನೆ ಸಂಭವಿಸಿದೆ ಎಂದು ಶಂಕಿಸಲಾಗಿದೆ. ಘಟನೆ ಸಂಬಂಧ ಗೋವಿಂದರಾಜನಗರ ಪೊಲೀಸ್ ಠಾಣೆಯಲ್ಲಿ ಅಸಹಜ ಸಾವು ಪ್ರಕರಣ ದಾಖಲಾಗಿದೆ. <box>612 1779 961 1854</box>
headline-clean-air: ಶುದ್ಧ ಗಾಳಿ ಕರ್ನಾಟಕದ 6 ನಗರಗಳಿಗೆ ಸ್ಥಾನ <box>108 862 518 895</box>
page-number: 2 <box>24 9 48 58</box>
paragraph: ನೌಕಾಪಡೆಯ ಏಕೀಕೃತ ವ್ಯವಸ್ಥೆಯ ಮೂಲಕ ಬಹು-ಡೊಮೇನ್ ಕಾರ್ಯಾಚರಣೆಗಳನ್ನು ಹೆಚ್ಚಿಸುವ ಗುರಿಯನ್ನು ಹೊಂದಿದೆ ಎಂದು ಹೇಳಿದರು. ಈ ಕುರಿತು ಪಾಕಿಸ್ತಾನದ ಸುದ್ದಿಸಂಸ್ಥೆ ವರದಿ ಮಾಡಿದೆ. <box>24 1198 205 1293</box>
headline-gaza: ಗಾಜಾ ಶಾಂತಿ <box>710 816 861 857</box>
paragraph: ಭಾರತದ ಅಕ್ಕಿಯನ್ನು ಅಮೆರಿಕಕ್ಕೆ ಸುರಿಯಲಾಗುತ್ತಿದೆ ಎಂಬ ಆರೋಪದ ಬಗ್ಗೆ "ಎಚ್ಚರಿಕೆ ವಹಿಸುತ್ತೇನೆ" ಎಂದು ಹೇಳಿರುವ ಡೊನಾಲ್ಡ್ ಟ್ರಂಪ್ ರೈತರು ಅಕ್ಕಿ ಬೆಲೆ ಕುಸಿಯುತ್ತಿರುವ ಬಗ್ಗೆ ಗಮನಸೆಳೆದಿದ್ದಾರೆ. ಭಾರತ, ವಿಯೆಟ್ನಾಂ ಮತ್ತು ಥೈಲ್ಯಾಂಡ್‌ನಂತಹ ದೇಶಗಳಿಂದ ಆಮದುಗಳ ಮೇಲೆ ಹೆಚ್ಚಿನ ಸುಂಕ ವಿಧಿಸಲಾಗುವುದು ಎಂದು ತಿಳಿಸಿದ್ದಾರೆ. <box>220 254 401 429</box>
paragraph: ಉಪಾಧ್ಯಕ್ಷ ಶ್ರೀನಿವಾಸ್, ತಾಲೂಕು ಪ್ರಧಾನ ಕಾರ್ಯದರ್ಶಿ ಜಗದೀಶ್, ಕರ್ನಾಟಕ ರಕ್ಷಣಾ ವೇದಿಕೆ ತಾಲೂಕು ಘಟಕದ ಸಂಚಾಲಕ ನಾರಾಯಣ, ಕಾರ್ಯಾಧ್ಯಕ್ಷ ರಾಮಚಂದ್ರ, ಉಪಾಧ್ಯಕ್ಷ ಚಲಪತಿ, ಪ್ರಧಾನ ಕಾರ್ಯದರ್ಶಿ ಮಧು, ಮಹಿಳಾ ಘಟಕದ ಅಧ್ಯಕ್ಷೆ ಶಾರದಮ್ಮ, ಕೆಆರ್‌ಎಸ್ ಪಕ್ಷದ ಮಹೇಶ್, ರೈತ ಸಂಘದ ರಮೇಶ್, ಶಿವಕುಮಾರ್, ಸಂತೋಷ್ ಮತ್ತಿತರರು ಹಾಜರಿದ್ದರು. <box>787 1981 963 2175</box>
ad-contact: ಬೆಂಗಳೂರು | ಜಾಹೀರಾತಿಗಾಗಿ ಸಂಪರ್ಕಿಸಿ - 94498 71825 <box>1305 6 1547 20</box>
paragraphs <box>612 1560 961 1856</box>
caption-panchayat: ವಿಜಯಪುರ ಹೋಬಳಿ ಹಾರೋಹಳ್ಳಿ ಗ್ರಾಮ ಪಂಚಾಯಿತಿ ನೂತನ ಅಧ್ಯಕ್ಷೆಯಾಗಿರುವ ಆಯ್ಕೆಯಾಗಿರುವ ಎಸ್.ಮಂಜುಳಾ ಹಾಗೂ ಉಪಾಧ್ಯಕ್ಷೆ ಮಂಜುಳಮ್ಮ ಅವರನ್ನು ಮುಖಂಡರು ಅಭಿನಂದಿಸಿದರು. <box>1000 306 1529 340</box>
paragraph: ನಮ್ಮ ದೇಶದ ರಕ್ಷಣೆಗಾಗಿ ನಿರ್ಮಿಸುತ್ತಿರುವ ತಂತ್ರಜ್ಞಾನ, ಯಾವುದೇ ಸಮಸ್ಯೆಯನ್ನು ಬಗೆಹರಿಸಲು ಸಾಧ್ಯವಿಲ್ಲ. ಜಾಗತಿಕವಾಗಿ ಸಾಮಾಜಿಕ ಸಮಸ್ಯೆಗಳಿಗೆ ತಂತ್ರಜ್ಞಾನದ ಪರಿಹಾರ ಕಂಡುಕೊಳ್ಳಬೇಕಿದೆ ಎಂದರು. <box>1175 1321 1547 1501</box>
newspaper-logo <box>740 13 930 51</box>
photo-lake-meeting <box>987 1925 1542 2190</box>
paragraph: ಹಾಕುತ್ತದೆ. ಅದರಲ್ಲೂ ಅಧಿವೇಶನ ನಡೆಯುತ್ತಿರುವ ಸಂದರ್ಭದಲ್ಲಿ ಈ ಹೇಳಿಕೆ ವಿಪಕ್ಷಗಳ ಕೈಗೆ ಅಸ್ತ್ರ ಕೊಟ್ಟಂತೆ ಎಂದು ಕಾಂಗ್ರೆಸ್ ನಾಯಕರು ಅಸಮಾಧಾನ ವ್ಯಕ್ತಪಡಿಸಿದ್ದಾರೆ. <box>24 1535 598 1570</box>
article-japan-quake <box>24 531 598 854</box>
paragraph: ದೇಶಾದ್ಯಂತ ಲಕ್ಷಾಂತರ ಮಂದಿ ಯುವಜನರ ಸ್ಮಾರ್ಟ್ ಇಂಡಿಯಾ ಹ್ಯಾಕಥಾನ್ ಕಾರ್ಯಕ್ರಮದಲ್ಲಿ ಭಾಗವಹಿಸುತ್ತಿದ್ದಾರೆ, ನಮ್ಮ ಸಂಸ್ಥೆಗೆ ದೇಶದ 11 ರಾಜ್ಯಗಳಿಂದ 120 ವಿದ್ಯಾರ್ಥಿಗಳು ಬಂದಿದ್ದು, ಇಂಜಿನಿಯರಿಂಗ್ ವಿದ್ಯಾರ್ಥಿಗಳಿಗೆ ಇದೊಂದು ಸದಾವಕಾಶ ಎಂದರು. <box>982 1321 1354 1521</box>
paragraph: ಶಿವರನಾರಾಯಣಸ್ವಾಮಿ ಹೇಳಿದರು. ಅವರು ನಗರದ ತಾಲೂಕು ಕನ್ನಡ ಸಾಹಿತ್ಯ ಪರಿಷತ್ ಸಭಾಂಗಣದಲ್ಲಿ ಕರ್ನಾಟಕ ರಕ್ಷಣಾ ವೇದಿಕೆ ಹಾಗೂ ಕನ್ನಡ ಪರ, ರೈತಪರ ಸಂಘಟನೆಗಳ ಒಕ್ಕೂಟದ ವತಿಯಿಂದ ಹಮ್ಮಿಕೊಂಡಿದ್ದ ಪೂರ್ವಭಾವಿ ಸಭೆಯಲ್ಲಿ ಮಾತನಾಡಿದರು. ಬಯಲುಸೀಮೆ ಜಿಲ್ಲೆಗಳಿಗೆ ಕುಡಿಯುವ ನೀರಿನ ಯೋಜನೆ ನನೆಗುದಿಗೆ ಬಿದ್ದಿದ್ದು 24,000 ಕೋಟಿ ಖರ್ಚು ಮಾಡಿದರೂ ಹನಿ ನೀರು ಹರಿದಿಲ್ಲ. <box>215 1981 582 2161</box>
paragraph: ಚಿಕ್ಕಬಳ್ಳಾಪುರ.ಡಿ9: ನಮ್ಮ ದೇಶದ ಯುವಶಕ್ತಿಗೆ ರಾಷ್ಟ್ರಮಟ್ಟದ ಅವಕಾಶ ದೊರೆತಿರುವುದು ನಿಜಕ್ಕೂ ಶ್ಲಾಘನೀಯ ವಿಚಾರ. ಪ್ರತಿಯೊಬ್ಬ ಸ್ಪರ್ಧಾರ್ಥಿಯೂ ತಮ್ಮಲ್ಲಿರುವ ಪ್ರಾಯೋಗಿಕ ಮತ್ತು ತಂತ್ರಜ್ಞಾನ ಕೌಶಲ್ಯವನ್ನು ಜಗತ್ತಿನ ಮುಂದೆ ಪ್ರದರ್ಶಿಸಬೇಕಿದೆ ಎಂದು ನಾಗಾರ್ಜುನ ಇಂಜಿನಿಯರಿಂಗ್ ಮತ್ತು ತಾಂತ್ರಿಕ ಮಹಾವಿದ್ಯಾಲಯದ ಸಿಇಓ ಚೈತನ್ಯ ವರ್ಮ ಹೇಳಿದರು. <box>982 1067 1172 1241</box>
headline-youth-2: ಅವಕಾಶ-ಸದ್ಬಳಕೆಗೆ ಕರೆ <box>1109 1001 1416 1049</box>
paragraph: ಮುಂದಿನ ದಿನಗಳಲ್ಲಿ ಬಲವಾದ ಭೂಕಂಪನ ಸಂಭವಿಸಬಹುದು ಎಂದು ಅಧಿಕಾರಿಗಳು ಎಚ್ಚರಿಸಿದ್ದು ಸ್ಥಳೀಯ ಮಾಧ್ಯಮ ವರದಿಗಳ ಪ್ರಕಾರ, ಸಾರ್ವಜನಿಕರು ಕನಿಷ್ಠ ಒಂದು ವಾರದವರೆಗೆ ಎಚ್ಚರಿಕೆಯಲ್ಲಿರುವಂತೆ ಸರ್ಕಾರ ಸೂಚಿಸಿದೆ ಎಂದು ಹೇಳಲಾಗಿದೆ. <box>24 559 205 674</box>
article-clean-air <box>24 906 598 1139</box>
photo-panchayat-felicitation <box>992 66 1538 302</box>
paragraph: ಅಮೆರಿಕದ ರೈತರಿಗೆ 12 ಬಿಲಿಯನ್ ಡಾಲರ್‌ಗಳ ಹೊಸ ಬೆಂಬಲ ಬಹಿರಂಗಪಡಿಸಿದ ನಂತರ ಅಮೆರಿಕಾ ಅಧ್ಯಕ್ಷ ಡೊನಾಲ್ಡ್ ಟ್ರಂಪ್ ಶೆಗಿಗೆ ಹೊಸ ಪ್ರಸ್ತಾಪ ಮಾಡಿದ್ದಾರೆ ಎಂದು ಶ್ವೇತಭವನದ ಮೂಲಗಳು ಮಾಹಿತಿ ಹಂಚಿಕೊಂಡಿವೆ. <box>24 175 205 289</box>
dateline: ಬೆಂಗಳೂರು, ಡಿ.9- <box>629 1517 722 1532</box>
paragraph: ಮೇಘಾಲಯದ ಶಿಲ್ಲಾಂಗ್ ವಾಯುವಿನ ಶುದ್ಧತೆಯಲ್ಲಿ ಉತ್ತಮ ನಗರವಾಗಿದ್ದು, ಮಾಸಿಕ ಸರಾಸರಿ ಪಿಎಂ 2.5 ಸಾಂದ್ರತೆ ಘನ ಮೀಟರ್‌ಗೆ 7 ಮೈಕ್ರೋಗ್ರಾಂಗಳಷ್ಟಿದೆ. ಟಾಪ್ 10 ಉತ್ತಮ ವಾಯುವಿನ ನಗರಗಳಲ್ಲಿ ಕರ್ನಾಟಕದ ಆರು ನಗರಗಳು ಸ್ಥಾನ ಪಡೆದಿವೆ. <box>220 908 598 1069</box>
article-farmers <box>612 147 793 560</box>
quote-box: ಸಂದರ್ಭದಲ್ಲಿ ಸಿದ್ದರಾಮಯ್ಯ ಅವರೇ ಮುಂದಿನ ಐದು ವರ್ಷ ಸಿಎಂ ಎಂಬ ಯತೀಂದ್ರ ಸಿದ್ದರಾಮಯ್ಯ ಅವರ ಹೇಳಿಕೆಗೆ ಡಿಕೆ ಶಿವಕುಮಾರ್ ಪ್ರತಿಕ್ರಿಯಿಸಿ ಬಹಳ ಸಂತೋಷ ಒಳ್ಳೆಯದಾಗಲಿ, ರಾಜ್ಯಕ್ಕೆ ಒಳ್ಳೆಯದಾಗಲಿ ಎಂದು ಮಾರ್ಮಿಕವಾಗಿ ಹೇಳಿದರು. <box>802 147 961 337</box>
headline-manjula-2: ಅಧ್ಯಕ್ಷೆ,ಮಂಜುಳಮ್ಮ ಉಪಾಧ್ಯಕ್ಷೆ <box>1069 416 1456 459</box>
paragraph: ಹಾಕಬೇಕು. ಈ ನಿಟ್ಟಿನಲ್ಲಿ ಅಧಿವೇಶನದಲ್ಲಿ ಚರ್ಚೆ ಮಾಡಲಾಗುವುದು" ಎಂದು ಹೇಳಿದರು. <box>612 149 793 204</box>
paragraph: ಗೋವಿಂದರಾಜನಗರದ ಚಾಂದಿನಿ (26) ಹಾಗೂ ಅವರ ಪುತ್ರಿ ಯುವಿ (4) ಎಂದು ಮೃತಪಟ್ಟವರು. ನಿನ್ನೆ ಮಧ್ಯಾಹ್ನ ಇಬ್ಬರು ಸ್ನಾನಕ್ಕೆಂದು ತೆರಳಿದ್ದಾಗ ಗ್ಯಾಸ್ ಸೋರಿಕೆಯಾಗಿ ಅಸ್ವಸ್ಥರಾಗಿದ್ದರು. <box>612 1562 961 1617</box>
paragraph: ಸಿಂಧೂರ್ ಸಮಯದಲ್ಲಿ ಮಿಲಿಟರಿಯ ಕಾರ್ಯಕ್ಷಮತೆಯನ್ನು ಶ್ಲಾಘಿಸಿದರು, ಇದು ಭವಿಷ್ಯದ ಸಂಘರ್ಷಗಳಿಗೆ "ಕೇಸ್ ಸ್ಟಡಿ" ಎಂದು ಕರೆದರು. <box>220 1198 598 1418</box>
headline-parange: ಪರಂಗೆ ಸಿಎಂ ಸ್ಥಾನ <box>681 567 889 606</box>
article-rice-tariff <box>24 147 598 484</box>
paragraph: "ರಕ್ಷಣಾ ಪಡೆಗಳ ಪ್ರಧಾನ ಕಚೇರಿಯು (ಮೂರು) ಸೇವೆಗಳ ಕಾರ್ಯಾಚರಣೆಗಳನ್ನು ಸಂಯೋಜಿಸುತ್ತದೆ ಮತ್ತು ಅವುಗಳನ್ನು ಹೊಂದಾಣಿಕೆಯಾಗುವಂತೆ ಮಾಡುತ್ತದೆ. ಹೈಕಮಾಂಡ್‌ನ ಸಮನ್ವಯದೊಂದಿಗೆ, ಮೂರು ಸೇವೆಗಳು ತಮ್ಮ ವೈಯಕ್ತಿಕ ಸ್ವಾಯತ್ತತೆ ಮತ್ತು ಸಾಂಸ್ಥಿಕ ರಚನೆಯನ್ನು ಕಾಪಾಡಿಕೊಳ್ಳುತ್ತವೆ" ಎಂದು ಅವರು ಹೇಳಿದರು. <box>220 1198 401 1372</box>
paragraph: ಭೂಕಂಪನ ನಂತರ ದೇಶದ ಜನರನ್ನುದ್ದೇಶಿಸಿ ಮಾತನಾಡಿದ ಜಪಾನಿನ ಪ್ರಧಾನಿ ಸನೇ ತಕೈಚಿ, ಮನೆ ಮತ್ತು ಕಚೇರಿಯಲ್ಲಿ ಪೀಠೋಪಕರಣಗಳನ್ನು ಸುರಕ್ಷಿತವಾಗಿರಿಸಿದ್ದೀರಿ ಎಂದು ಖಚಿತಪಡಿಸಿಕೊಳ್ಳಿ, ದೈನಂದಿನ ಭೂಕಂಪದ ಸಿದ್ಧತೆಗೆ ಸಜ್ಜಾಗಿ, ಮನೆ ಅಥವಾ ಕಟ್ಟಡ ಅಲುಗಾಡಿದರೆ ತಕ್ಷಣ ಮನೆಯಿಂದ ಹೊರಗೆ ಬನ್ನಿ ಎಂದು ಜನರಿಗೆ ಮನವಿ ಮಾಡಿದ್ದಾರೆ <box>24 533 401 799</box>
contact-email[interactable]: contact@sanjevani.com <box>1406 30 1547 46</box>
